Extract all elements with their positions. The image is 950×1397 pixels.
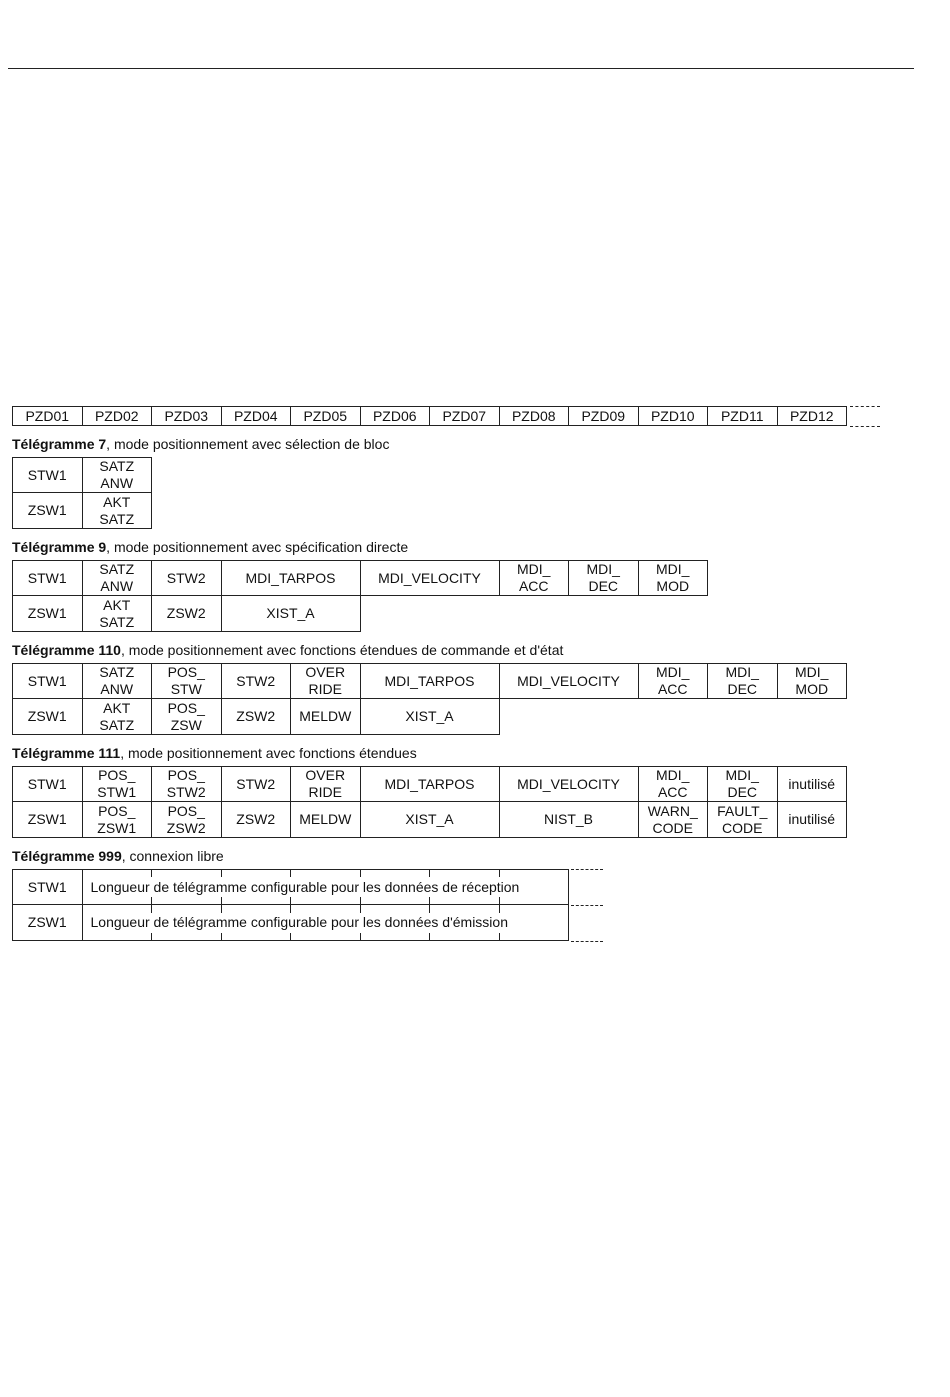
telegram-cell: MDI_TARPOS bbox=[360, 766, 500, 802]
telegram-cell: OVER RIDE bbox=[290, 766, 361, 802]
column-tick bbox=[568, 869, 569, 905]
telegram-cell: MDI_ ACC bbox=[638, 663, 709, 699]
telegram-cell: STW1 bbox=[12, 663, 83, 699]
telegram-cell: Longueur de télégramme configurable pour les données de réception bbox=[82, 869, 570, 905]
telegram-cell: inutilisé bbox=[777, 801, 848, 838]
pzd-header-cell: PZD11 bbox=[707, 406, 778, 426]
column-tick bbox=[151, 905, 152, 913]
continuation-dash bbox=[571, 869, 603, 870]
telegram-cell: MDI_ MOD bbox=[777, 663, 848, 699]
column-tick bbox=[221, 869, 222, 877]
telegram-cell: OVER RIDE bbox=[290, 663, 361, 699]
telegram-caption bbox=[12, 745, 417, 762]
telegram-number: Télégramme 7 bbox=[12, 436, 107, 452]
pzd-header-cell: PZD07 bbox=[429, 406, 500, 426]
pzd-header-cell: PZD12 bbox=[777, 406, 848, 426]
telegram-description: , mode positionnement avec sélection de bloc bbox=[106, 436, 390, 452]
telegram-cell: inutilisé bbox=[777, 766, 848, 802]
column-tick bbox=[429, 933, 430, 941]
telegram-cell: FAULT_ CODE bbox=[707, 801, 778, 838]
telegram-cell: Longueur de télégramme configurable pour les données d'émission bbox=[82, 904, 570, 941]
telegram-cell: AKT SATZ bbox=[82, 492, 153, 529]
telegram-cell: STW2 bbox=[151, 560, 222, 596]
telegram-cell: MDI_VELOCITY bbox=[499, 663, 639, 699]
telegram-cell: MDI_ DEC bbox=[568, 560, 639, 596]
telegram-description: , mode positionnement avec fonctions étendues bbox=[120, 745, 417, 761]
telegram-cell: SATZ ANW bbox=[82, 663, 153, 699]
telegram-cell: MDI_VELOCITY bbox=[360, 560, 500, 596]
pzd-header-cell: PZD05 bbox=[290, 406, 361, 426]
continuation-dash bbox=[850, 426, 880, 427]
telegram-cell: ZSW1 bbox=[12, 492, 83, 529]
pzd-header-cell: PZD09 bbox=[568, 406, 639, 426]
column-tick bbox=[568, 905, 569, 941]
column-tick bbox=[360, 869, 361, 877]
telegram-description: , connexion libre bbox=[121, 848, 224, 864]
pzd-header-cell: PZD08 bbox=[499, 406, 570, 426]
telegram-number: Télégramme 999 bbox=[12, 848, 122, 864]
telegram-cell: MELDW bbox=[290, 698, 361, 735]
telegram-description: , mode positionnement avec spécification directe bbox=[106, 539, 409, 555]
column-tick bbox=[290, 869, 291, 877]
telegram-caption bbox=[12, 642, 563, 659]
telegram-description: , mode positionnement avec fonctions étendues de commande et d'état bbox=[120, 642, 564, 658]
telegram-cell: MDI_ DEC bbox=[707, 766, 778, 802]
telegram-cell: XIST_A bbox=[360, 801, 500, 838]
telegram-cell: STW1 bbox=[12, 869, 83, 905]
telegram-cell: ZSW2 bbox=[221, 801, 292, 838]
telegram-cell: POS_ ZSW bbox=[151, 698, 222, 735]
telegram-cell: MDI_ ACC bbox=[638, 766, 709, 802]
telegram-number: Télégramme 110 bbox=[12, 642, 121, 658]
column-tick bbox=[151, 869, 152, 877]
telegram-cell: XIST_A bbox=[221, 595, 361, 632]
telegram-cell: MDI_TARPOS bbox=[221, 560, 361, 596]
column-tick bbox=[499, 869, 500, 877]
column-tick bbox=[290, 933, 291, 941]
telegram-cell: ZSW1 bbox=[12, 801, 83, 838]
pzd-header-cell: PZD02 bbox=[82, 406, 153, 426]
telegram-cell: POS_ STW2 bbox=[151, 766, 222, 802]
pzd-header-cell: PZD06 bbox=[360, 406, 431, 426]
telegram-cell: STW1 bbox=[12, 766, 83, 802]
telegram-cell: MDI_VELOCITY bbox=[499, 766, 639, 802]
telegram-cell: STW1 bbox=[12, 457, 83, 493]
telegram-cell: ZSW1 bbox=[12, 904, 83, 941]
column-tick bbox=[429, 869, 430, 877]
telegram-cell: STW1 bbox=[12, 560, 83, 596]
telegram-cell: ZSW1 bbox=[12, 595, 83, 632]
telegram-cell: AKT SATZ bbox=[82, 698, 153, 735]
telegram-cell: XIST_A bbox=[360, 698, 500, 735]
telegram-number: Télégramme 111 bbox=[12, 745, 121, 761]
telegram-cell: NIST_B bbox=[499, 801, 639, 838]
pzd-header-cell: PZD03 bbox=[151, 406, 222, 426]
telegram-cell: MDI_ DEC bbox=[707, 663, 778, 699]
column-tick bbox=[499, 933, 500, 941]
column-tick bbox=[221, 933, 222, 941]
column-tick bbox=[360, 933, 361, 941]
telegram-cell: MDI_ ACC bbox=[499, 560, 570, 596]
telegram-cell: SATZ ANW bbox=[82, 457, 153, 493]
telegram-cell: STW2 bbox=[221, 663, 292, 699]
column-tick bbox=[290, 905, 291, 913]
pzd-header-cell: PZD10 bbox=[638, 406, 709, 426]
telegram-cell: MELDW bbox=[290, 801, 361, 838]
telegram-number: Télégramme 9 bbox=[12, 539, 107, 555]
telegram-cell: MDI_ MOD bbox=[638, 560, 709, 596]
continuation-dash bbox=[571, 905, 603, 906]
telegram-cell: POS_ ZSW1 bbox=[82, 801, 153, 838]
continuation-dash bbox=[571, 941, 603, 942]
column-tick bbox=[221, 905, 222, 913]
column-tick bbox=[151, 933, 152, 941]
telegram-cell: POS_ ZSW2 bbox=[151, 801, 222, 838]
telegram-cell: MDI_TARPOS bbox=[360, 663, 500, 699]
telegram-cell: STW2 bbox=[221, 766, 292, 802]
continuation-dash bbox=[850, 406, 880, 407]
pzd-header-cell: PZD04 bbox=[221, 406, 292, 426]
telegram-cell: ZSW1 bbox=[12, 698, 83, 735]
telegram-cell: SATZ ANW bbox=[82, 560, 153, 596]
telegram-cell: ZSW2 bbox=[151, 595, 222, 632]
telegram-caption bbox=[12, 436, 389, 453]
telegram-caption bbox=[12, 539, 408, 556]
telegram-caption bbox=[12, 848, 224, 865]
telegram-cell: POS_ STW bbox=[151, 663, 222, 699]
telegram-cell: ZSW2 bbox=[221, 698, 292, 735]
telegram-cell: WARN_ CODE bbox=[638, 801, 709, 838]
telegram-cell: AKT SATZ bbox=[82, 595, 153, 632]
pzd-header-cell: PZD01 bbox=[12, 406, 83, 426]
column-tick bbox=[499, 905, 500, 913]
column-tick bbox=[360, 905, 361, 913]
telegram-cell: POS_ STW1 bbox=[82, 766, 153, 802]
column-tick bbox=[429, 905, 430, 913]
